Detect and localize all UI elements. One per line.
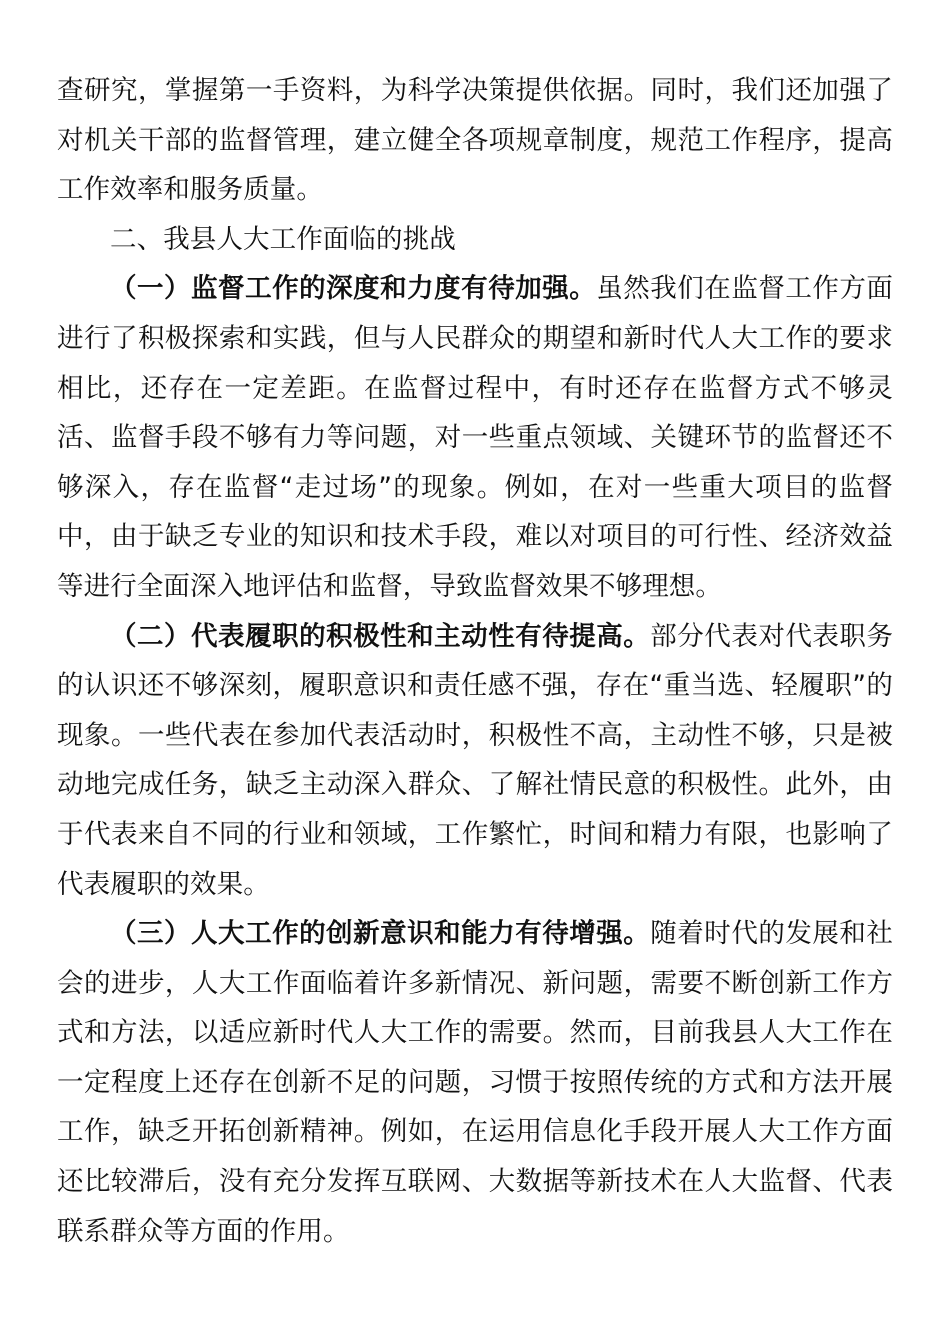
item-paragraph-2 (57, 612, 893, 910)
item-body-1: 虽然我们在监督工作方面进行了积极探索和实践，但与人民群众的期望和新时代人大工作的要求相比，还存在一定差距。在监督过程中，有时还存在监督方式不够灵活、监督手段不够有力等问题，对一些重点领域、关键环节的监督还不够深入，存在监督“走过场”的现象。例如，在对一些重大项目的监督中，由于缺乏专业的知识和技术手段，难以对项目的可行性、经济效益等进行全面深入地评估和监督，导致监督效果不够理想。 (57, 273, 893, 602)
item-paragraph-1 (57, 264, 893, 611)
item-body-3: 随着时代的发展和社会的进步，人大工作面临着许多新情况、新问题，需要不断创新工作方式和方法，以适应新时代人大工作的需要。然而，目前我县人大工作在一定程度上还存在创新不足的问题，习惯于按照传统的方式和方法开展工作，缺乏开拓创新精神。例如，在运用信息化手段开展人大工作方面还比较滞后，没有充分发挥互联网、大数据等新技术在人大监督、代表联系群众等方面的作用。 (57, 918, 893, 1247)
section-heading: 二、我县人大工作面临的挑战 (110, 223, 456, 255)
item-paragraph-3 (57, 909, 893, 1256)
item-body-2: 部分代表对代表职务的认识还不够深刻，履职意识和责任感不强，存在“重当选、轻履职”的现象。一些代表在参加代表活动时，积极性不高，主动性不够，只是被动地完成任务，缺乏主动深入群众、了解社情民意的积极性。此外，由于代表来自不同的行业和领域，工作繁忙，时间和精力有限，也影响了代表履职的效果。 (57, 620, 893, 900)
item-title-1: （一）监督工作的深度和力度有待加强。 (110, 273, 597, 305)
intro-paragraph: 查研究，掌握第一手资料，为科学决策提供依据。同时，我们还加强了对机关干部的监督管理，建立健全各项规章制度，规范工作程序，提高工作效率和服务质量。 (57, 75, 893, 206)
document-body (57, 66, 893, 1256)
item-title-3: （三）人大工作的创新意识和能力有待增强。 (110, 918, 651, 950)
item-title-2: （二）代表履职的积极性和主动性有待提高。 (110, 620, 651, 652)
